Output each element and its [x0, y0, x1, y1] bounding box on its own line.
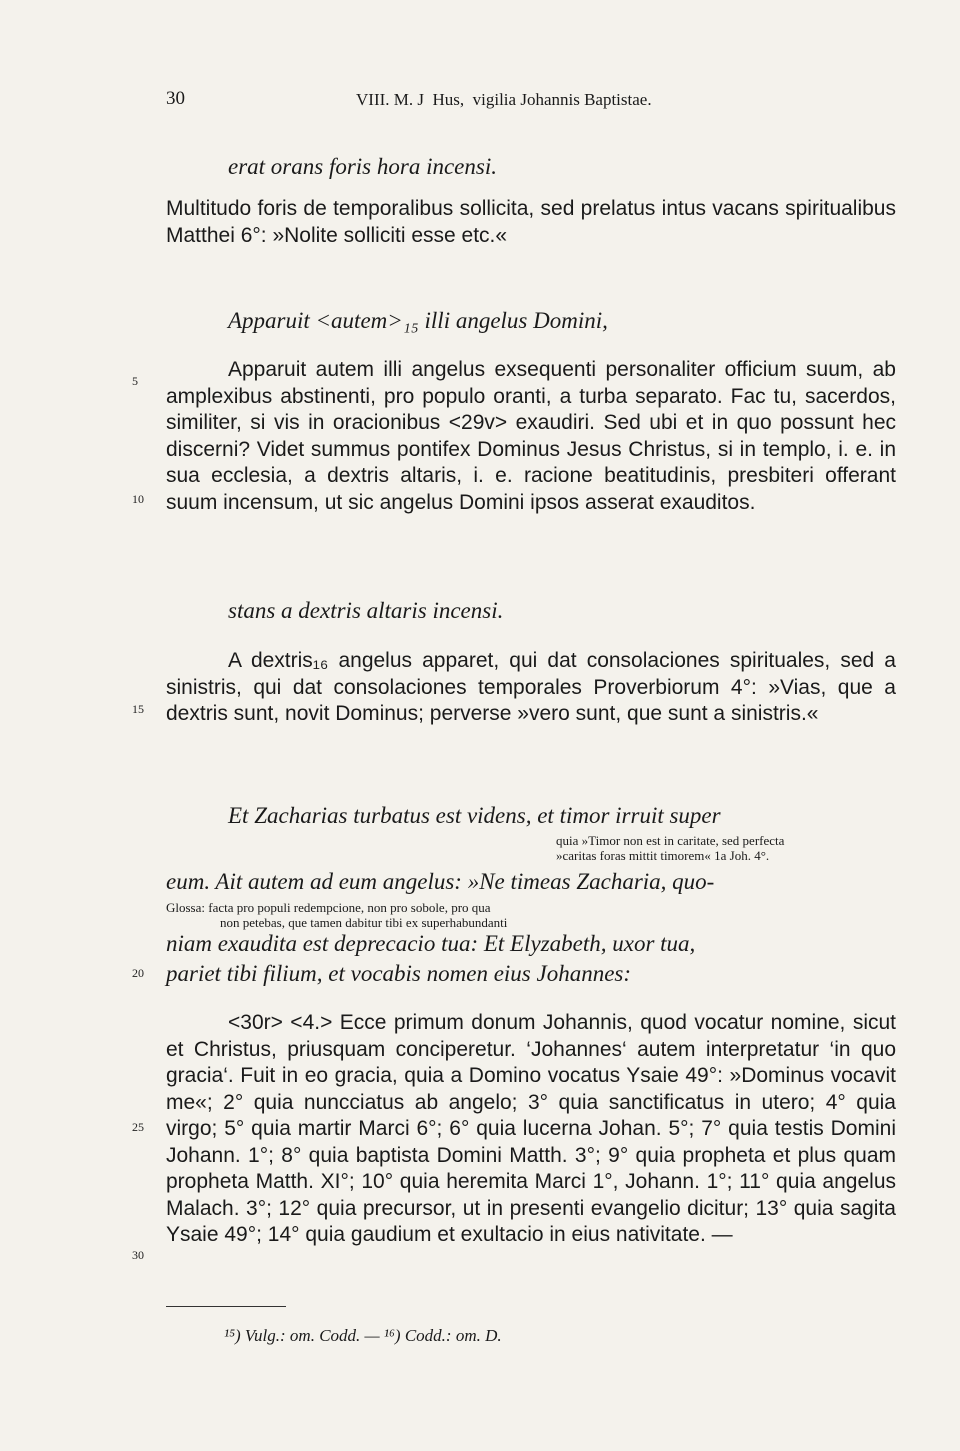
- commentary-4: [166, 1010, 896, 1249]
- commentary-3-text: A dextris₁₆ angelus apparet, qui dat consolaciones spirituales, sed a sinistris, qui dat consolaciones temporales Proverbiorum 4°: »Vias, que a dextris sunt, novit Dominus; perverse »vero sunt, que sunt a sinistris.«: [166, 649, 896, 725]
- line-number-30: 30: [132, 1248, 144, 1262]
- gloss-1-line-1: quia »Timor non est in caritate, sed perfecta: [556, 833, 785, 848]
- commentary-1: [166, 196, 896, 249]
- lemma-4-line-2: eum. Ait autem ad eum angelus: »Ne timeas Zacharia, quo-: [166, 869, 715, 894]
- gloss-1-line-2: »caritas foras mittit timorem« 1a Joh. 4°.: [556, 848, 770, 863]
- lemma-3: stans a dextris altaris incensi.: [228, 598, 504, 623]
- line-number-15: 15: [132, 702, 144, 716]
- line-number-10: 10: [132, 492, 144, 506]
- gloss-2-line-2: non petebas, que tamen dabitur tibi ex superhabundanti: [220, 915, 508, 930]
- commentary-2: [166, 357, 896, 516]
- lemma-2: Apparuit <autem>₁₅ illi angelus Domini,: [228, 308, 608, 333]
- page-number: 30: [166, 88, 185, 109]
- running-header: [166, 88, 896, 112]
- line-number-25: 25: [132, 1120, 144, 1134]
- gloss-2-line-1: Glossa: facta pro populi redempcione, non pro sobole, pro qua: [166, 900, 491, 915]
- lemma-4-line-4: pariet tibi filium, et vocabis nomen eius Johannes:: [166, 961, 632, 986]
- lemma-4-line-3: niam exaudita est deprecacio tua: Et Elyzabeth, uxor tua,: [166, 931, 696, 956]
- lemma-4-line-1: Et Zacharias turbatus est videns, et timor irruit super: [228, 803, 721, 828]
- commentary-1-text: Multitudo foris de temporalibus sollicita, sed prelatus intus vacans spiritualibus Matthei 6°: »Nolite solliciti esse etc.«: [166, 197, 896, 247]
- footnote-rule: [166, 1306, 286, 1307]
- lemma-1: erat orans foris hora incensi.: [228, 154, 497, 179]
- line-number-5: 5: [132, 374, 138, 388]
- commentary-4-text: <30r> <4.> Ecce primum donum Johannis, quod vocatur nomine, sicut et Christus, priusquam conciperetur. ‘Johannes‘ autem interpretatur ‘in quo gracia‘. Fuit in eo gracia, quia a Domino vocatus Ysaie 49°: »Dominus vocavit me«; 2° quia nuncciatus ab angelo; 3° quia sanctificatus in utero; 4° quia virgo; 5° quia martir Marci 6°; 6° quia lucerna Johan. 5°; 7° quia testis Domini Johann. 1°; 8° quia baptista Domini Matth. 3°; 9° quia propheta et plus quam propheta Matth. XI°; 10° quia heremita Marci 1°, Johann. 1°; 11° quia angelus Malach. 3°; 12° quia precursor, ut in presenti evangelio dicitur; 13° quia sagita Ysaie 49°; 14° quia gaudium et exultacio in eius nativitate. —: [166, 1011, 896, 1246]
- running-title: VIII. M. J Hus, vigilia Johannis Baptistae.: [356, 90, 652, 109]
- commentary-3: [166, 648, 896, 728]
- footnotes: ¹⁵) Vulg.: om. Codd. — ¹⁶) Codd.: om. D.: [224, 1326, 502, 1345]
- line-number-20: 20: [132, 966, 144, 980]
- commentary-2-text: Apparuit autem illi angelus exsequenti personaliter officium suum, ab amplexibus abstinenti, pro populo oranti, a turba separato. Fac tu, sacerdos, similiter, si vis in oracionibus <29v> exaudiri. Sed ubi et in quo possunt hec discerni? Videt summus pontifex Dominus Jesus Christus, si in templo, i. e. in sua ecclesia, a dextris altaris, i. e. racione beatitudinis, presbiteri offerant suum incensum, ut sic angelus Domini ipsos asserat exauditos.: [166, 358, 896, 514]
